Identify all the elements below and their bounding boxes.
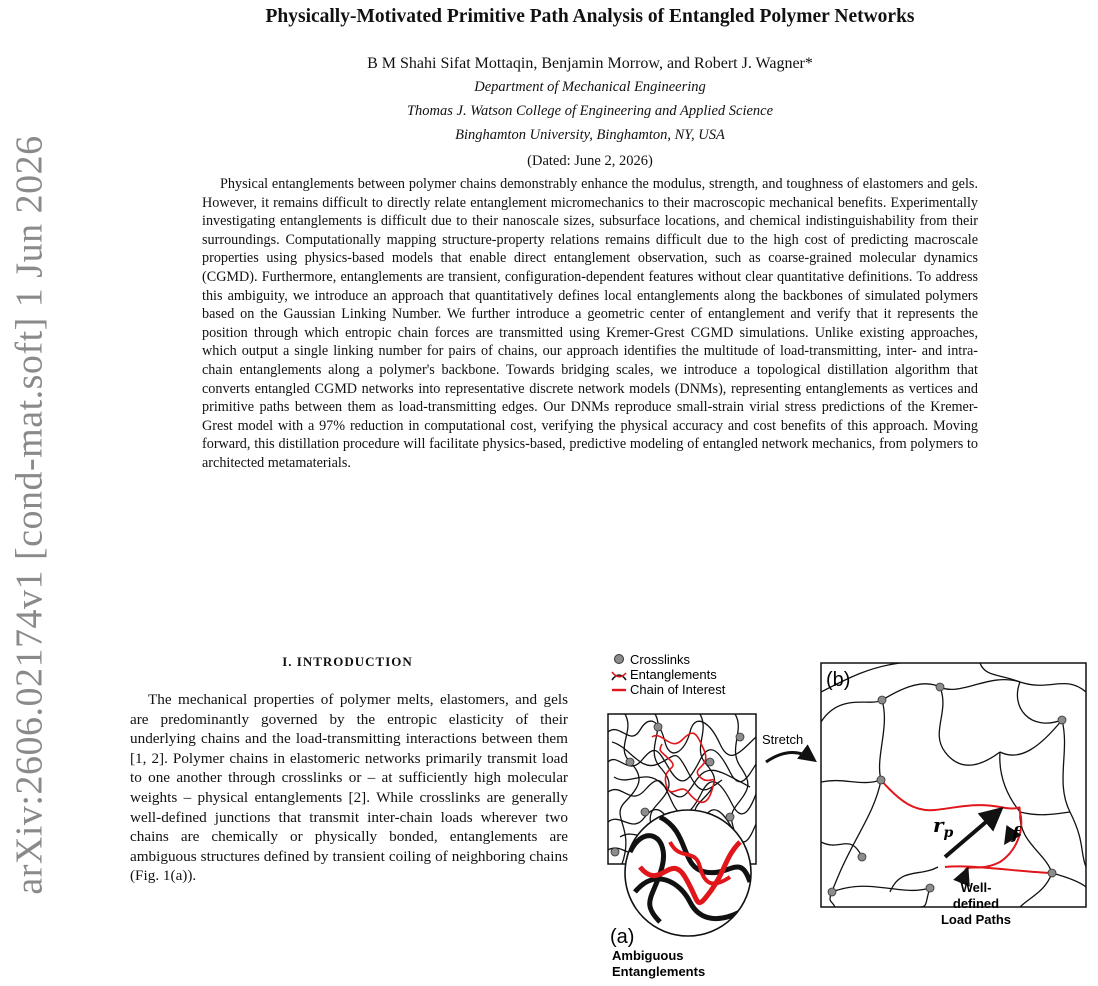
stretch-label: Stretch (762, 732, 804, 747)
panel-b-label: (b) (826, 669, 851, 691)
intro-paragraph: The mechanical properties of polymer melts, elastomers, and gels are predominantly governed by the entropic elasticity of their underlying chains and the load-transmitting interactions between them [1, 2]. Polymer chains in elastomeric networks primarily transmit load to one another through crosslinks or – at sufficiently high molecular weights – physical entanglements [2]. While crosslinks are generally well-defined junctions that transmit inter-chain loads wherever two chains are chemically or physically bonded, entanglements are ambiguous structures defined by transient coiling of neighboring chains (Fig. 1(a)). (130, 691, 568, 885)
figure-legend (612, 652, 726, 697)
figure-1-svg (600, 652, 1098, 982)
affiliation-department: Department of Mechanical Engineering (474, 79, 706, 95)
legend-entanglements: Entanglements (630, 667, 717, 682)
affiliation-university: Binghamton University, Binghamton, NY, USA (455, 127, 725, 143)
panel-b-box (821, 663, 1086, 907)
author-list: B M Shahi Sifat Mottaqin, Benjamin Morrow, and Robert J. Wagner* (367, 55, 813, 72)
crosslink-legend-icon (615, 655, 624, 664)
legend-chain-of-interest: Chain of Interest (630, 682, 726, 697)
f-symbol: f (1012, 824, 1020, 844)
date-line: (Dated: June 2, 2026) (527, 153, 653, 169)
ambiguous-label-line2: Entanglements (612, 964, 706, 979)
paper-title: Physically-Motivated Primitive Path Analysis of Entangled Polymer Networks (265, 6, 915, 27)
stretch-arrow (766, 752, 814, 762)
figure-1 (600, 652, 1098, 982)
entanglement-legend-icon (612, 672, 626, 680)
well-defined-line2: defined (952, 896, 1000, 911)
panel-a-label: (a) (610, 926, 635, 948)
legend-crosslinks: Crosslinks (630, 652, 690, 667)
arxiv-id-text: arXiv:2606.02174v1 [cond-mat.soft] 1 Jun 2026 (9, 135, 51, 895)
abstract: Physical entanglements between polymer chains demonstrably enhance the modulus, strength, and toughness of elastomers and gels. However, it remains difficult to directly relate entanglement micromechanics to their macroscopic mechanical benefits. Experimentally investigating entanglements is difficult due to their nanoscale sizes, subsurface locations, and chemical indistinguishability from their surroundings. Computationally mapping structure-property relations remains difficult due to the high cost of predicting macroscale properties using physics-based models that enable direct entanglement observation, such as coarse-grained molecular dynamics (CGMD). Furthermore, entanglements are transient, configuration-dependent features without clear quantitative definitions. To address this ambiguity, we introduce an approach that quantitatively defines local entanglements along the backbones of simulated polymers based on the Gaussian Linking Number. We further introduce a geometric center of entanglement and verify that it represents the position through which entropic chain forces are transmitted using Kremer-Grest CGMD simulations. Unlike existing approaches, which output a single linking number for pairs of chains, our approach identifies the multitude of load-transmitting, inter- and intra-chain entanglements along a polymer's backbone. Towards bridging scales, we introduce a topological distillation algorithm that converts entangled CGMD networks into representative discrete network models (DNMs), representing entanglements as vertices and primitive paths between them as load-transmitting edges. Our DNMs reproduce small-strain virial stress predictions of the Kremer-Grest model with a 97% reduction in computational cost, verifying the physical accuracy and cost benefits of this approach. Moving forward, this distillation procedure will facilitate physics-based, predictive modeling of entangled network mechanics, from polymers to architected metamaterials. (202, 176, 978, 471)
section-heading: I. INTRODUCTION (282, 654, 413, 669)
well-defined-line1: Well- (960, 880, 992, 895)
well-defined-line3: Load Paths (940, 912, 1012, 927)
affiliation-college: Thomas J. Watson College of Engineering and Applied Science (406, 103, 774, 119)
ambiguous-label-line1: Ambiguous (612, 948, 684, 963)
arxiv-identifier (0, 50, 60, 980)
rp-symbol: $r_p$ (933, 813, 954, 841)
